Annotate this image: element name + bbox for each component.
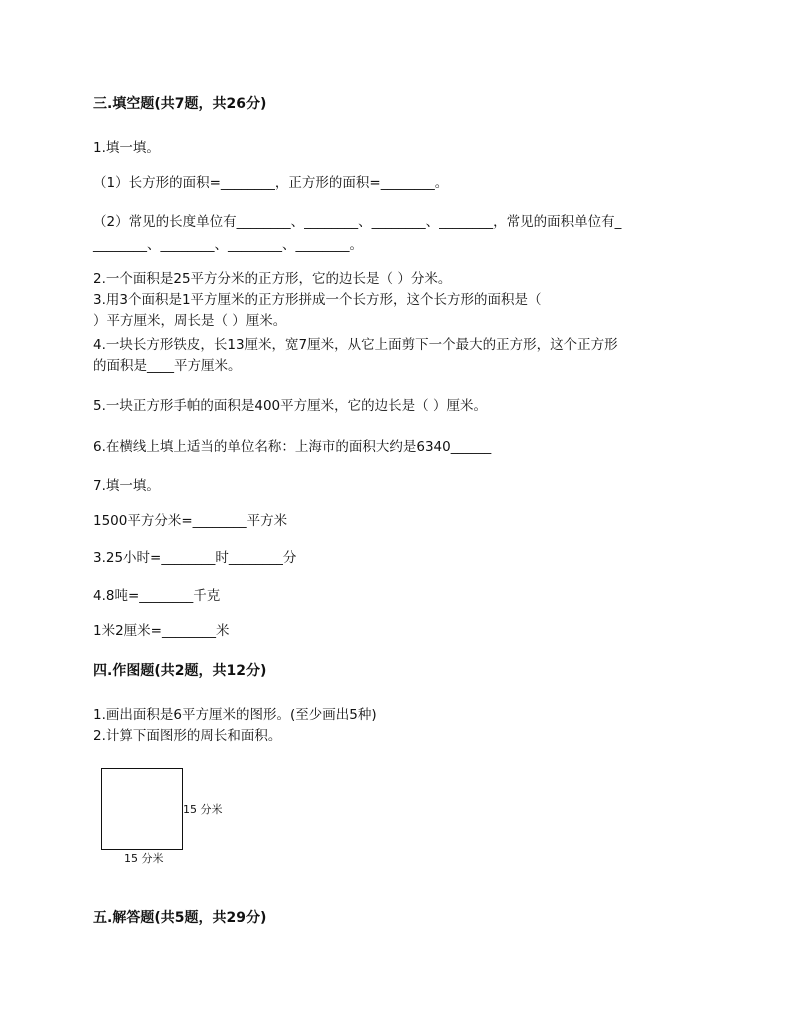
question-3-line-1: 3.用3个面积是1平方厘米的正方形拼成一个长方形，这个长方形的面积是（	[93, 292, 542, 308]
question-7-line-1: 1500平方分米=________平方米	[93, 513, 288, 529]
question-4-line-1: 4.一块长方形铁皮，长13厘米，宽7厘米，从它上面剪下一个最大的正方形，这个正方形	[93, 337, 618, 353]
question-2: 2.一个面积是25平方分米的正方形，它的边长是（ ）分米。	[93, 271, 452, 287]
question-1-part-1: （1）长方形的面积=________，正方形的面积=________。	[93, 175, 449, 191]
question-6: 6.在横线上填上适当的单位名称：上海市的面积大约是6340______	[93, 439, 492, 455]
square-shape	[101, 768, 183, 850]
question-7-line-2: 3.25小时=________时________分	[93, 550, 297, 566]
question-3-line-2: ）平方厘米，周长是（ ）厘米。	[93, 313, 287, 329]
section-5-heading: 五.解答题(共5题，共29分)	[93, 910, 267, 926]
square-bottom-label: 15 分米	[124, 852, 164, 865]
section-3-heading: 三.填空题(共7题，共26分)	[93, 96, 267, 112]
question-4-line-2: 的面积是____平方厘米。	[93, 358, 242, 374]
section-4-heading: 四.作图题(共2题，共12分)	[93, 663, 267, 679]
question-7-line-3: 4.8吨=________千克	[93, 588, 221, 604]
drawing-question-2: 2.计算下面图形的周长和面积。	[93, 728, 282, 744]
question-7-title: 7.填一填。	[93, 478, 160, 494]
question-1-part-2-line-1: （2）常见的长度单位有________、________、________、________，常见的面积单位有_	[93, 214, 622, 230]
question-7-line-4: 1米2厘米=________米	[93, 623, 230, 639]
question-5: 5.一块正方形手帕的面积是400平方厘米，它的边长是（ ）厘米。	[93, 398, 487, 414]
drawing-question-1: 1.画出面积是6平方厘米的图形。(至少画出5种)	[93, 707, 377, 723]
question-1-title: 1.填一填。	[93, 140, 160, 156]
square-side-label: 15 分米	[183, 803, 223, 816]
question-1-part-2-line-2: ________、________、________、________。	[93, 237, 363, 253]
